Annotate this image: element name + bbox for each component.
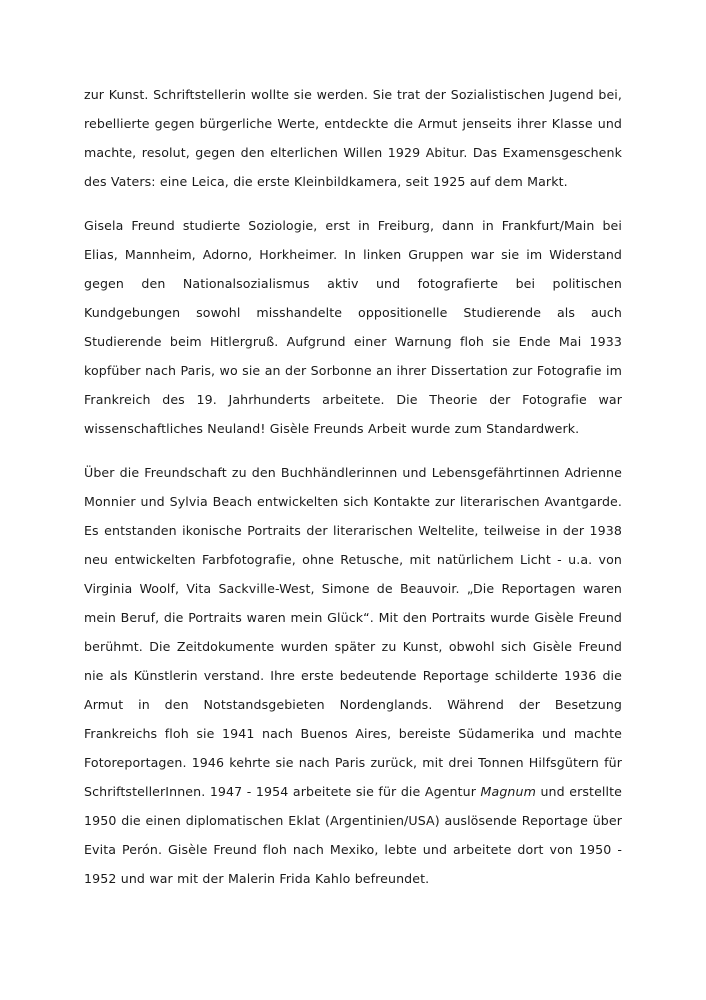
paragraph-3-segment-1: Über die Freundschaft zu den Buchhändlerinnen und Lebensgefährtinnen Adrienne Monnier und Sylvia Beach entwickelten sich Kontakte zur literarischen Avantgarde. Es entstanden ikonische Portraits der literarischen Weltelite, teilweise in der 1938 neu entwickelten Farbfotografie, ohne Retusche, mit natürlichem Licht - u.a. von Virginia Woolf, Vita Sackville-West, Simone de Beauvoir. „Die Reportagen waren mein Beruf, die Portraits waren mein Glück“. Mit den Portraits wurde Gisèle Freund berühmt. Die Zeitdokumente wurden später zu Kunst, obwohl sich Gisèle Freund nie als Künstlerin verstand. Ihre erste bedeutende Reportage schilderte 1936 die Armut in den Notstandsgebieten Nordenglands. Während der Besetzung Frankreichs floh sie 1941 nach Buenos Aires, bereiste Südamerika und machte Fotoreportagen. 1946 kehrte sie nach Paris zurück, mit drei Tonnen Hilfsgütern für SchriftstellerInnen. 1947 - 1954 arbeitete sie für die Agentur: [84, 465, 622, 799]
agency-name-magnum: Magnum: [480, 784, 536, 799]
text-column: [84, 80, 622, 893]
paragraph-3-segment-3: und erstellte 1950 die einen diplomatischen Eklat (Argentinien/USA) auslösende Reportage über Evita Perón. Gisèle Freund floh nach Mexiko, lebte und arbeitete dort von 1950 - 1952 und war mit der Malerin Frida Kahlo befreundet.: [84, 784, 623, 886]
paragraph-2: Gisela Freund studierte Soziologie, erst in Freiburg, dann in Frankfurt/Main bei Elias, Mannheim, Adorno, Horkheimer. In linken Gruppen war sie im Widerstand gegen den Nationalsozialismus aktiv und fotografierte bei politischen Kundgebungen sowohl misshandelte oppositionelle Studierende als auch Studierende beim Hitlergruß. Aufgrund einer Warnung floh sie Ende Mai 1933 kopfüber nach Paris, wo sie an der Sorbonne an ihrer Dissertation zur Fotografie im Frankreich des 19. Jahrhunderts arbeitete. Die Theorie der Fotografie war wissenschaftliches Neuland! Gisèle Freunds Arbeit wurde zum Standardwerk.: [84, 218, 622, 436]
paragraph-3: [84, 458, 622, 893]
paragraph-1: zur Kunst. Schriftstellerin wollte sie werden. Sie trat der Sozialistischen Jugend bei, rebellierte gegen bürgerliche Werte, entdeckte die Armut jenseits ihrer Klasse und machte, resolut, gegen den elterlichen Willen 1929 Abitur. Das Examensgeschenk des Vaters: eine Leica, die erste Kleinbildkamera, seit 1925 auf dem Markt.: [84, 87, 622, 189]
